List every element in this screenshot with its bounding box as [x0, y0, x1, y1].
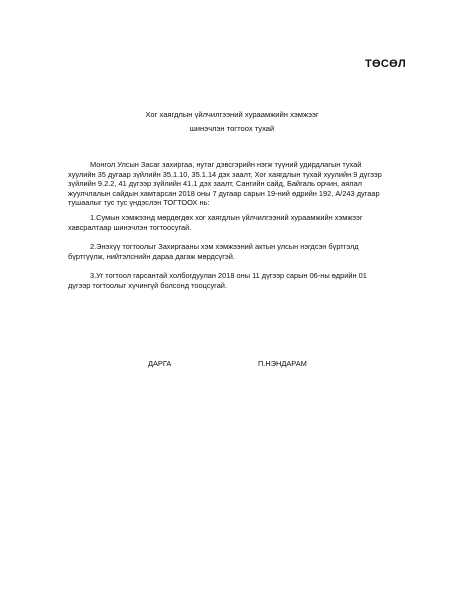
title-line-1: Хог хаягдлын үйлчилгээний хураамжийн хэмжээг — [145, 110, 319, 119]
signatory-name: П.НЭНДАРАМ — [258, 359, 307, 368]
intro-line: Монгол Улсын Засаг захиргаа, нутаг дэвсгэрийн нэгж түүний удирдлагын тухай — [90, 160, 362, 169]
item-line: 1.Сумын хэмжээнд мөрдөгдөх хог хаягдлын үйлчилгээний хураамжийн хэмжээг — [90, 213, 363, 222]
resolution-item-3 — [68, 271, 398, 290]
resolution-item-2 — [68, 242, 398, 261]
item-line: бүртгүүлж, нийтэлснийн дараа дагаж мөрдсүгэй. — [68, 251, 235, 261]
item-line: 2.Энэхүү тогтоолыг Захиргааны хэм хэмжээний актын улсын нэгдсэн бүртгэлд — [90, 242, 359, 251]
draft-label: ТӨСӨЛ — [365, 58, 406, 70]
item-line: хавсралтаар шинэчлэн тогтоосугай. — [68, 222, 192, 232]
intro-line: тушаалыг тус тус үндэслэн ТОГТООХ нь: — [68, 198, 210, 208]
resolution-item-1 — [68, 213, 398, 232]
signatory-role: ДАРГА — [148, 359, 172, 368]
item-line: 3.Уг тогтоол гарсантай холбогдуулан 2018 оны 11 дүгээр сарын 06-ны өдрийн 01 — [90, 271, 367, 280]
intro-line: жуулчлалын сайдын хамтарсан 2018 оны 7 дугаар сарын 19-ний өдрийн 192, А/243 дугаар — [68, 188, 380, 198]
intro-line: зүйлийн 9.2.2, 41 дүгээр зүйлийн 41.1 дэх заалт, Сангийн сайд, Байгаль орчин, аялал — [68, 179, 362, 189]
intro-paragraph — [68, 160, 398, 208]
item-line: дүгээр тогтоолыг хүчингүй болсонд тооцсугай. — [68, 280, 227, 290]
intro-line: хуулийн 35 дугаар зүйлийн 35.1.10, 35.1.14 дэх заалт, Хог хаягдлын тухай хуулийн 9 дүгээр — [68, 169, 382, 179]
document-title — [0, 108, 464, 135]
title-line-2: шинэчлэн тогтоох тухай — [189, 123, 275, 133]
